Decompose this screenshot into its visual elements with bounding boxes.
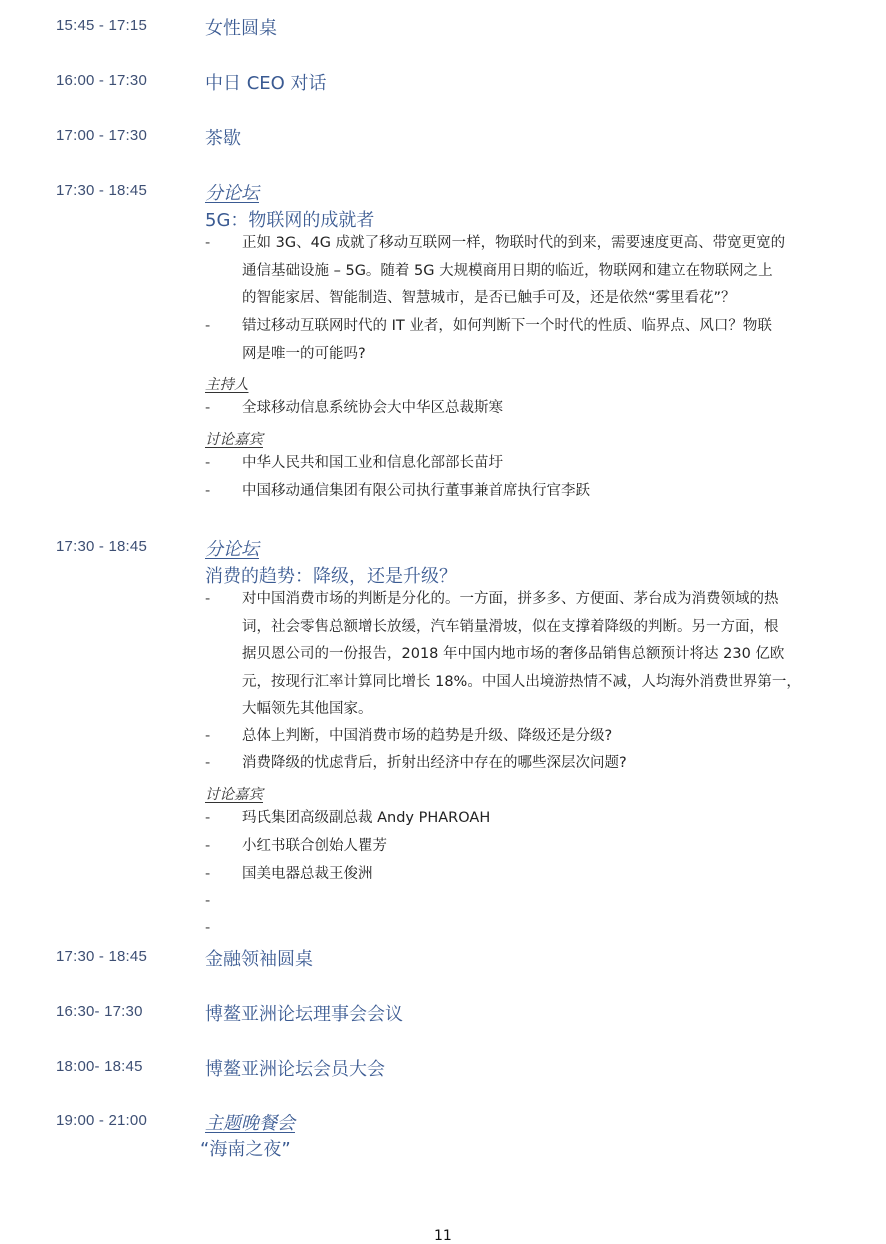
dash-marker: - bbox=[205, 455, 211, 471]
dash-marker: - bbox=[205, 591, 211, 607]
session-time: 17:30 - 18:45 bbox=[56, 182, 148, 199]
dash-marker: - bbox=[205, 235, 211, 251]
session-time: 18:00- 18:45 bbox=[56, 1058, 143, 1075]
session-time: 17:30 - 18:45 bbox=[56, 948, 148, 965]
panelists-label: 讨论嘉宾 bbox=[205, 787, 263, 803]
dash-marker: - bbox=[205, 728, 211, 744]
panelist-item: - 中国移动通信集团有限公司执行董事兼首席执行官李跃 bbox=[205, 478, 825, 506]
dash-marker: - bbox=[205, 893, 211, 909]
discussion-point: - 总体上判断，中国消费市场的趋势是升级、降级还是分级? bbox=[205, 723, 825, 751]
session-title: 金融领袖圆桌 bbox=[205, 949, 313, 970]
session-title: 博鳌亚洲论坛会员大会 bbox=[205, 1059, 385, 1080]
session-subtitle: 消费的趋势：降级，还是升级？ bbox=[205, 566, 457, 587]
session-title: 博鳌亚洲论坛理事会会议 bbox=[205, 1004, 403, 1025]
session-time: 16:30- 17:30 bbox=[56, 1003, 143, 1020]
session-title: 茶歇 bbox=[205, 128, 241, 149]
discussion-point: - 正如 3G、4G 成就了移动互联网一样，物联时代的到来，需要速度更高、带宽更宽的 通信基础设施 – 5G。随着 5G 大规模商用日期的临近，物联网和建立在物联网之上 的智能家居、智能制造、智慧城市，是否已触手可及，还是依然“雾里看花”？ bbox=[205, 230, 825, 313]
moderator-label: 主持人 bbox=[205, 377, 249, 393]
discussion-point: - 错过移动互联网时代的 IT 业者，如何判断下一个时代的性质、临界点、风口？物联 网是唯一的可能吗? bbox=[205, 313, 825, 368]
session-title: 分论坛 bbox=[205, 539, 259, 560]
panelist-item: - 小红书联合创始人瞿芳 bbox=[205, 833, 825, 861]
dash-marker: - bbox=[205, 838, 211, 854]
session-subtitle: “海南之夜” bbox=[200, 1139, 291, 1160]
dash-marker: - bbox=[205, 318, 211, 334]
moderator-item: - 全球移动信息系统协会大中华区总裁斯寒 bbox=[205, 395, 825, 423]
panelist-item: - 玛氏集团高级副总裁 Andy PHAROAH bbox=[205, 805, 825, 833]
discussion-point: - 对中国消费市场的判断是分化的。一方面，拼多多、方便面、茅台成为消费领域的热 词，社会零售总额增长放缓，汽车销量滑坡，似在支撑着降级的判断。另一方面，根 据贝恩公司的一份报告，2018 年中国内地市场的奢侈品销售总额预计将达 230 亿欧 元，按现行汇率计算同比增长 18%。中国人出境游热情不减，人均海外消费世界第一， 大幅领先其他国家。 bbox=[205, 586, 825, 724]
dash-marker: - bbox=[205, 400, 211, 416]
session-time: 16:00 - 17:30 bbox=[56, 72, 148, 89]
session-title: 主题晚餐会 bbox=[205, 1113, 295, 1134]
session-title: 女性圆桌 bbox=[205, 18, 277, 39]
panelist-item: - 中华人民共和国工业和信息化部部长苗圩 bbox=[205, 450, 825, 478]
session-time: 17:00 - 17:30 bbox=[56, 127, 148, 144]
session-time: 19:00 - 21:00 bbox=[56, 1112, 148, 1129]
dash-marker: - bbox=[205, 920, 211, 936]
page-number: 11 bbox=[434, 1228, 452, 1244]
session-title: 分论坛 bbox=[205, 183, 259, 204]
session-subtitle: 5G：物联网的成就者 bbox=[205, 210, 375, 231]
dash-marker: - bbox=[205, 866, 211, 882]
panelist-item: - 国美电器总裁王俊洲 bbox=[205, 861, 825, 889]
dash-marker: - bbox=[205, 810, 211, 826]
session-time: 15:45 - 17:15 bbox=[56, 17, 148, 34]
session-time: 17:30 - 18:45 bbox=[56, 538, 148, 555]
panelists-label: 讨论嘉宾 bbox=[205, 432, 263, 448]
dash-marker: - bbox=[205, 755, 211, 771]
session-title: 中日 CEO 对话 bbox=[205, 73, 327, 94]
dash-marker: - bbox=[205, 483, 211, 499]
discussion-point: - 消费降级的忧虑背后，折射出经济中存在的哪些深层次问题? bbox=[205, 750, 825, 778]
